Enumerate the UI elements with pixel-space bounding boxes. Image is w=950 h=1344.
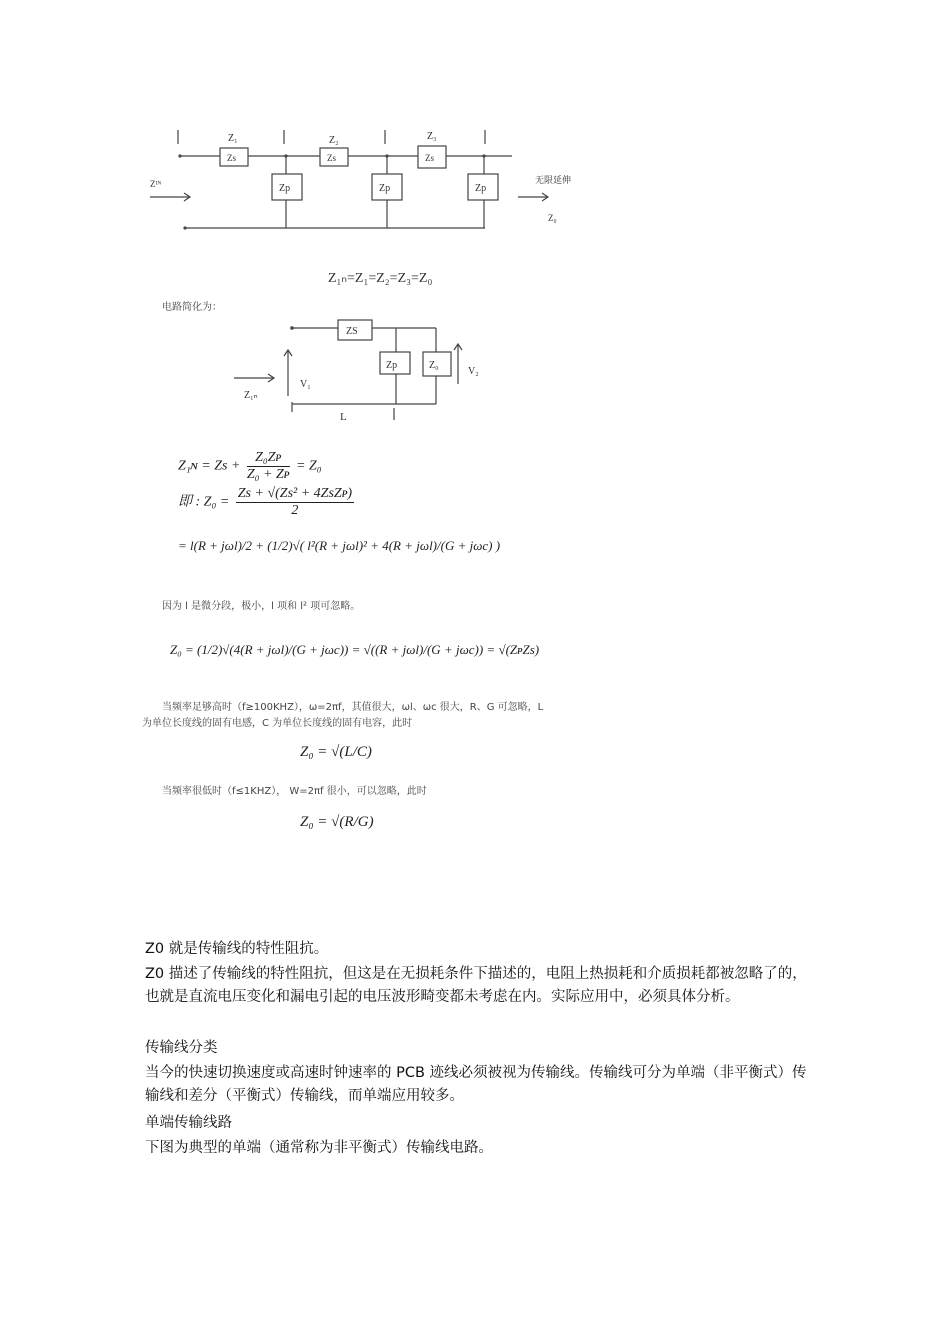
paragraph-single-ended-line: 下图为典型的单端（通常称为非平衡式）传输线电路。 — [145, 1140, 493, 1156]
label-length: L — [340, 411, 347, 423]
label-zin: Z₁ₙ — [244, 390, 258, 401]
note-high-frequency-1: 当频率足够高时（f≥100KHZ），ω=2πf，其值很大，ωl、ωc 很大，R、G 可忽略，L — [162, 702, 544, 713]
paragraph-z0-description: Z0 描述了传输线的特性阻抗，但这是在无损耗条件下描述的，电阻上热损耗和介质损耗都被忽略了的，也就是直流电压变化和漏电引起的电压波形畸变都未考虑在内。实际应用中，必须具体分析。 — [145, 966, 807, 1005]
label-z1: Z₁ — [228, 133, 238, 144]
ladder-network-diagram — [140, 120, 600, 240]
label-z0: Z₀ — [548, 213, 557, 223]
eq2-numerator: Zs + √(Zs² + 4ZsZᴘ) — [237, 486, 353, 501]
equation-impedance-chain: Z₁ₙ=Z₁=Z₂=Z₃=Z₀ — [328, 271, 433, 286]
paragraph-transmission-line-types: 当今的快速切换速度或高速时钟速率的 PCB 迹线必须被视为传输线。传输线可分为单端（非平衡式）传输线和差分（平衡式）传输线，而单端应用较多。 — [145, 1065, 807, 1104]
label-zs-2: Zs — [327, 153, 336, 163]
note-negligible-terms: 因为 l 是微分段，极小，l 项和 l² 项可忽略。 — [162, 601, 361, 612]
label-z0: Z₀ — [429, 360, 439, 371]
eq1-lhs: Z₁ɴ = Zs + — [178, 458, 241, 474]
equation-input-impedance — [178, 450, 322, 483]
note-low-frequency: 当频率很低时（f≤1KHZ）， W=2πf 很小，可以忽略，此时 — [162, 786, 427, 797]
eq1-numerator: Z₀Zᴘ — [247, 450, 290, 467]
eq2-denominator: 2 — [291, 503, 299, 518]
equation-z0-high-frequency: Z₀ = √(L/C) — [300, 744, 372, 760]
label-zs-3: Zs — [425, 153, 434, 163]
heading-single-ended-line: 单端传输线路 — [145, 1115, 232, 1131]
eq1-rhs: = Z₀ — [296, 458, 322, 474]
simplified-circuit-diagram — [230, 316, 490, 426]
simplify-label: 电路简化为： — [162, 302, 222, 313]
eq2-lhs: 即 : Z₀ = — [178, 494, 230, 510]
label-infinite-extend: 无限延伸 — [535, 176, 572, 186]
equation-z0-general: Z₀ = (1/2)√(4(R + jωl)/(G + jωc)) = √((R + jωl)/(G + jωc)) = √(ZᴘZs) — [170, 642, 540, 657]
eq1-denominator: Z₀ + Zᴘ — [246, 467, 290, 482]
label-zs-1: Zs — [227, 153, 236, 163]
note-high-frequency-2: 为单位长度线的固有电感，C 为单位长度线的固有电容，此时 — [142, 718, 413, 729]
label-v1: V₁ — [300, 379, 311, 390]
label-zp-3: Zp — [475, 183, 487, 194]
paragraph-z0-definition: Z0 就是传输线的特性阻抗。 — [145, 941, 329, 957]
equation-expanded: = l(R + jωl)/2 + (1/2)√( l²(R + jωl)² + 4(R + jωl)/(G + jωc) ) — [178, 538, 501, 553]
label-zp: Zp — [386, 360, 398, 371]
equation-z0-solution — [178, 486, 357, 519]
label-v2: V₂ — [468, 366, 479, 377]
label-z2: Z₂ — [329, 135, 339, 146]
label-zp-1: Zp — [279, 183, 291, 194]
heading-transmission-line-types: 传输线分类 — [145, 1040, 218, 1056]
label-zs: ZS — [346, 326, 358, 337]
equation-z0-low-frequency: Z₀ = √(R/G) — [300, 814, 374, 830]
label-zin: Zᴵᴺ — [150, 179, 162, 189]
label-zp-2: Zp — [379, 183, 391, 194]
label-z3: Z₃ — [427, 131, 437, 142]
